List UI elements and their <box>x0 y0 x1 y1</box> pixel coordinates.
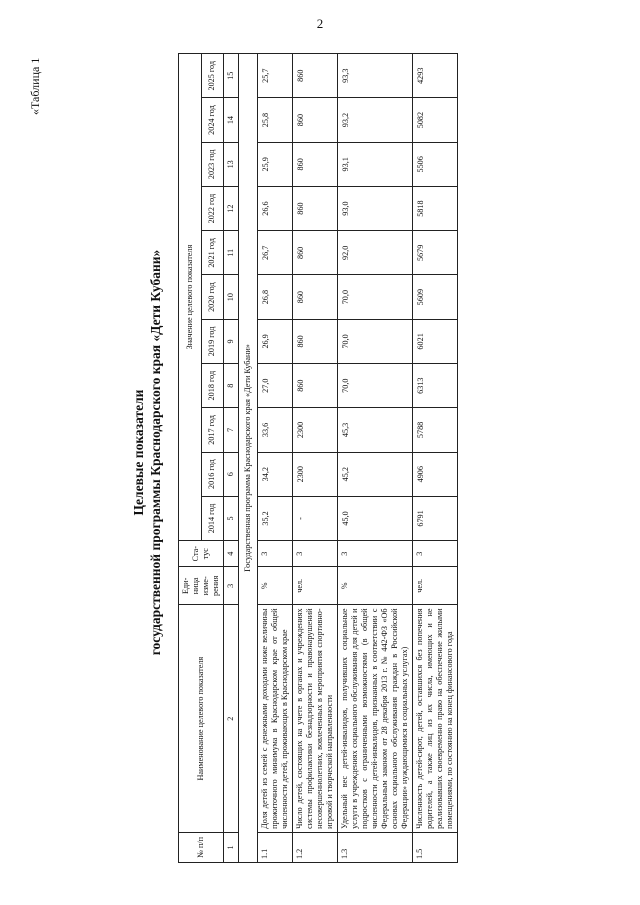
value-cell: 27,0 <box>258 364 293 408</box>
title-line-2: государственной программы Краснодарского края «Дети Кубани» <box>148 249 163 656</box>
indicators-table <box>178 53 458 863</box>
header-year: 2025 год <box>201 54 224 98</box>
value-cell: 45,2 <box>338 452 413 496</box>
value-cell: 25,9 <box>258 142 293 186</box>
section-title: Государственная программа Краснодарского края «Дети Кубани» <box>239 54 258 863</box>
value-cell: 33,6 <box>258 408 293 452</box>
value-cell: 6791 <box>413 496 458 540</box>
indicator-name: Доля детей из семей с денежными доходами ниже величины прожиточного минимума в Краснодарском крае от общей численности детей, проживающих в Краснодарском крае <box>258 605 293 832</box>
col-number: 7 <box>224 408 239 452</box>
value-cell: 26,8 <box>258 275 293 319</box>
indicator-name: Удельный вес детей-инвалидов, получивших социальные услуги в учреждениях социального обслуживания для детей и подростков с ограниченными возможностями (в общей численности детей-инвалидов, признанных в соответствии с Федеральным законом от 28 декабря 2013 г. № 442-ФЗ «Об основах социального обслуживания граждан в Российской Федерации» нуждающимися в социальных услугах) <box>338 605 413 832</box>
col-number: 6 <box>224 452 239 496</box>
unit-cell: чел. <box>293 567 338 605</box>
header-year: 2021 год <box>201 231 224 275</box>
indicator-name: Число детей, состоящих на учете в органах и учреждениях системы профилактики безнадзорности и правонарушений несовершеннолетних, вовлеченных в мероприятия спортивно-игровой и творческой направленности <box>293 605 338 832</box>
unit-cell: % <box>338 567 413 605</box>
value-cell: 2300 <box>293 408 338 452</box>
value-cell: 5609 <box>413 275 458 319</box>
value-cell: 860 <box>293 186 338 230</box>
value-cell: 860 <box>293 54 338 98</box>
col-number: 9 <box>224 319 239 363</box>
row-number: 1.2 <box>293 832 338 862</box>
header-year: 2022 год <box>201 186 224 230</box>
value-cell: 860 <box>293 231 338 275</box>
header-name: Наименование целевого показателя <box>179 605 224 832</box>
status-cell: 3 <box>293 541 338 567</box>
col-number: 11 <box>224 231 239 275</box>
status-cell: 3 <box>413 541 458 567</box>
col-number: 5 <box>224 496 239 540</box>
page-number: 2 <box>316 16 324 31</box>
value-cell: 5679 <box>413 231 458 275</box>
unit-cell: чел. <box>413 567 458 605</box>
row-number: 1.3 <box>338 832 413 862</box>
header-year: 2017 год <box>201 408 224 452</box>
value-cell: 5082 <box>413 98 458 142</box>
table-reference: «Таблица 1 <box>28 57 42 115</box>
value-cell: - <box>293 496 338 540</box>
col-number: 2 <box>224 605 239 832</box>
value-cell: 25,8 <box>258 98 293 142</box>
row-number: 1.5 <box>413 832 458 862</box>
header-year: 2018 год <box>201 364 224 408</box>
value-cell: 45,3 <box>338 408 413 452</box>
value-cell: 860 <box>293 319 338 363</box>
header-status: Ста-тус <box>179 541 224 567</box>
row-number: 1.1 <box>258 832 293 862</box>
value-cell: 860 <box>293 98 338 142</box>
value-cell: 93,1 <box>338 142 413 186</box>
header-year: 2019 год <box>201 319 224 363</box>
value-cell: 26,6 <box>258 186 293 230</box>
value-cell: 93,0 <box>338 186 413 230</box>
value-cell: 92,0 <box>338 231 413 275</box>
value-cell: 70,0 <box>338 319 413 363</box>
title-line-1: Целевые показатели <box>131 389 146 516</box>
value-cell: 26,7 <box>258 231 293 275</box>
column-numbers-row <box>224 54 239 863</box>
header-year: 2016 год <box>201 452 224 496</box>
header-year: 2024 год <box>201 98 224 142</box>
table-row <box>338 54 413 863</box>
col-number: 10 <box>224 275 239 319</box>
value-cell: 6021 <box>413 319 458 363</box>
value-cell: 860 <box>293 364 338 408</box>
table-row <box>413 54 458 863</box>
header-year: 2020 год <box>201 275 224 319</box>
value-cell: 45,0 <box>338 496 413 540</box>
col-number: 1 <box>224 832 239 862</box>
col-number: 8 <box>224 364 239 408</box>
value-cell: 860 <box>293 142 338 186</box>
col-number: 12 <box>224 186 239 230</box>
table-row <box>293 54 338 863</box>
col-number: 4 <box>224 541 239 567</box>
col-number: 15 <box>224 54 239 98</box>
value-cell: 6313 <box>413 364 458 408</box>
value-cell: 26,9 <box>258 319 293 363</box>
value-cell: 35,2 <box>258 496 293 540</box>
value-cell: 25,7 <box>258 54 293 98</box>
col-number: 14 <box>224 98 239 142</box>
status-cell: 3 <box>258 541 293 567</box>
value-cell: 70,0 <box>338 275 413 319</box>
value-cell: 4906 <box>413 452 458 496</box>
value-cell: 5788 <box>413 408 458 452</box>
document-title <box>130 0 164 905</box>
value-cell: 5818 <box>413 186 458 230</box>
indicator-name: Численность детей-сирот, детей, оставшихся без попечения родителей, а также лиц из их числа, имеющих и не реализовавших своевременно право на обеспечение жилыми помещениями, по состоянию на конец финансового года <box>413 605 458 832</box>
col-number: 13 <box>224 142 239 186</box>
header-value-group: Значение целевого показателя <box>179 54 202 541</box>
header-row-1 <box>179 54 202 863</box>
value-cell: 34,2 <box>258 452 293 496</box>
value-cell: 70,0 <box>338 364 413 408</box>
value-cell: 4293 <box>413 54 458 98</box>
section-row <box>239 54 258 863</box>
header-unit: Еди-ница изме-рения <box>179 567 224 605</box>
value-cell: 5506 <box>413 142 458 186</box>
header-year: 2014 год <box>201 496 224 540</box>
status-cell: 3 <box>338 541 413 567</box>
table-row <box>258 54 293 863</box>
value-cell: 860 <box>293 275 338 319</box>
header-num: № п/п <box>179 832 224 862</box>
value-cell: 2300 <box>293 452 338 496</box>
unit-cell: % <box>258 567 293 605</box>
value-cell: 93,2 <box>338 98 413 142</box>
header-year: 2023 год <box>201 142 224 186</box>
value-cell: 93,3 <box>338 54 413 98</box>
indicators-table-wrapper <box>178 53 608 863</box>
col-number: 3 <box>224 567 239 605</box>
